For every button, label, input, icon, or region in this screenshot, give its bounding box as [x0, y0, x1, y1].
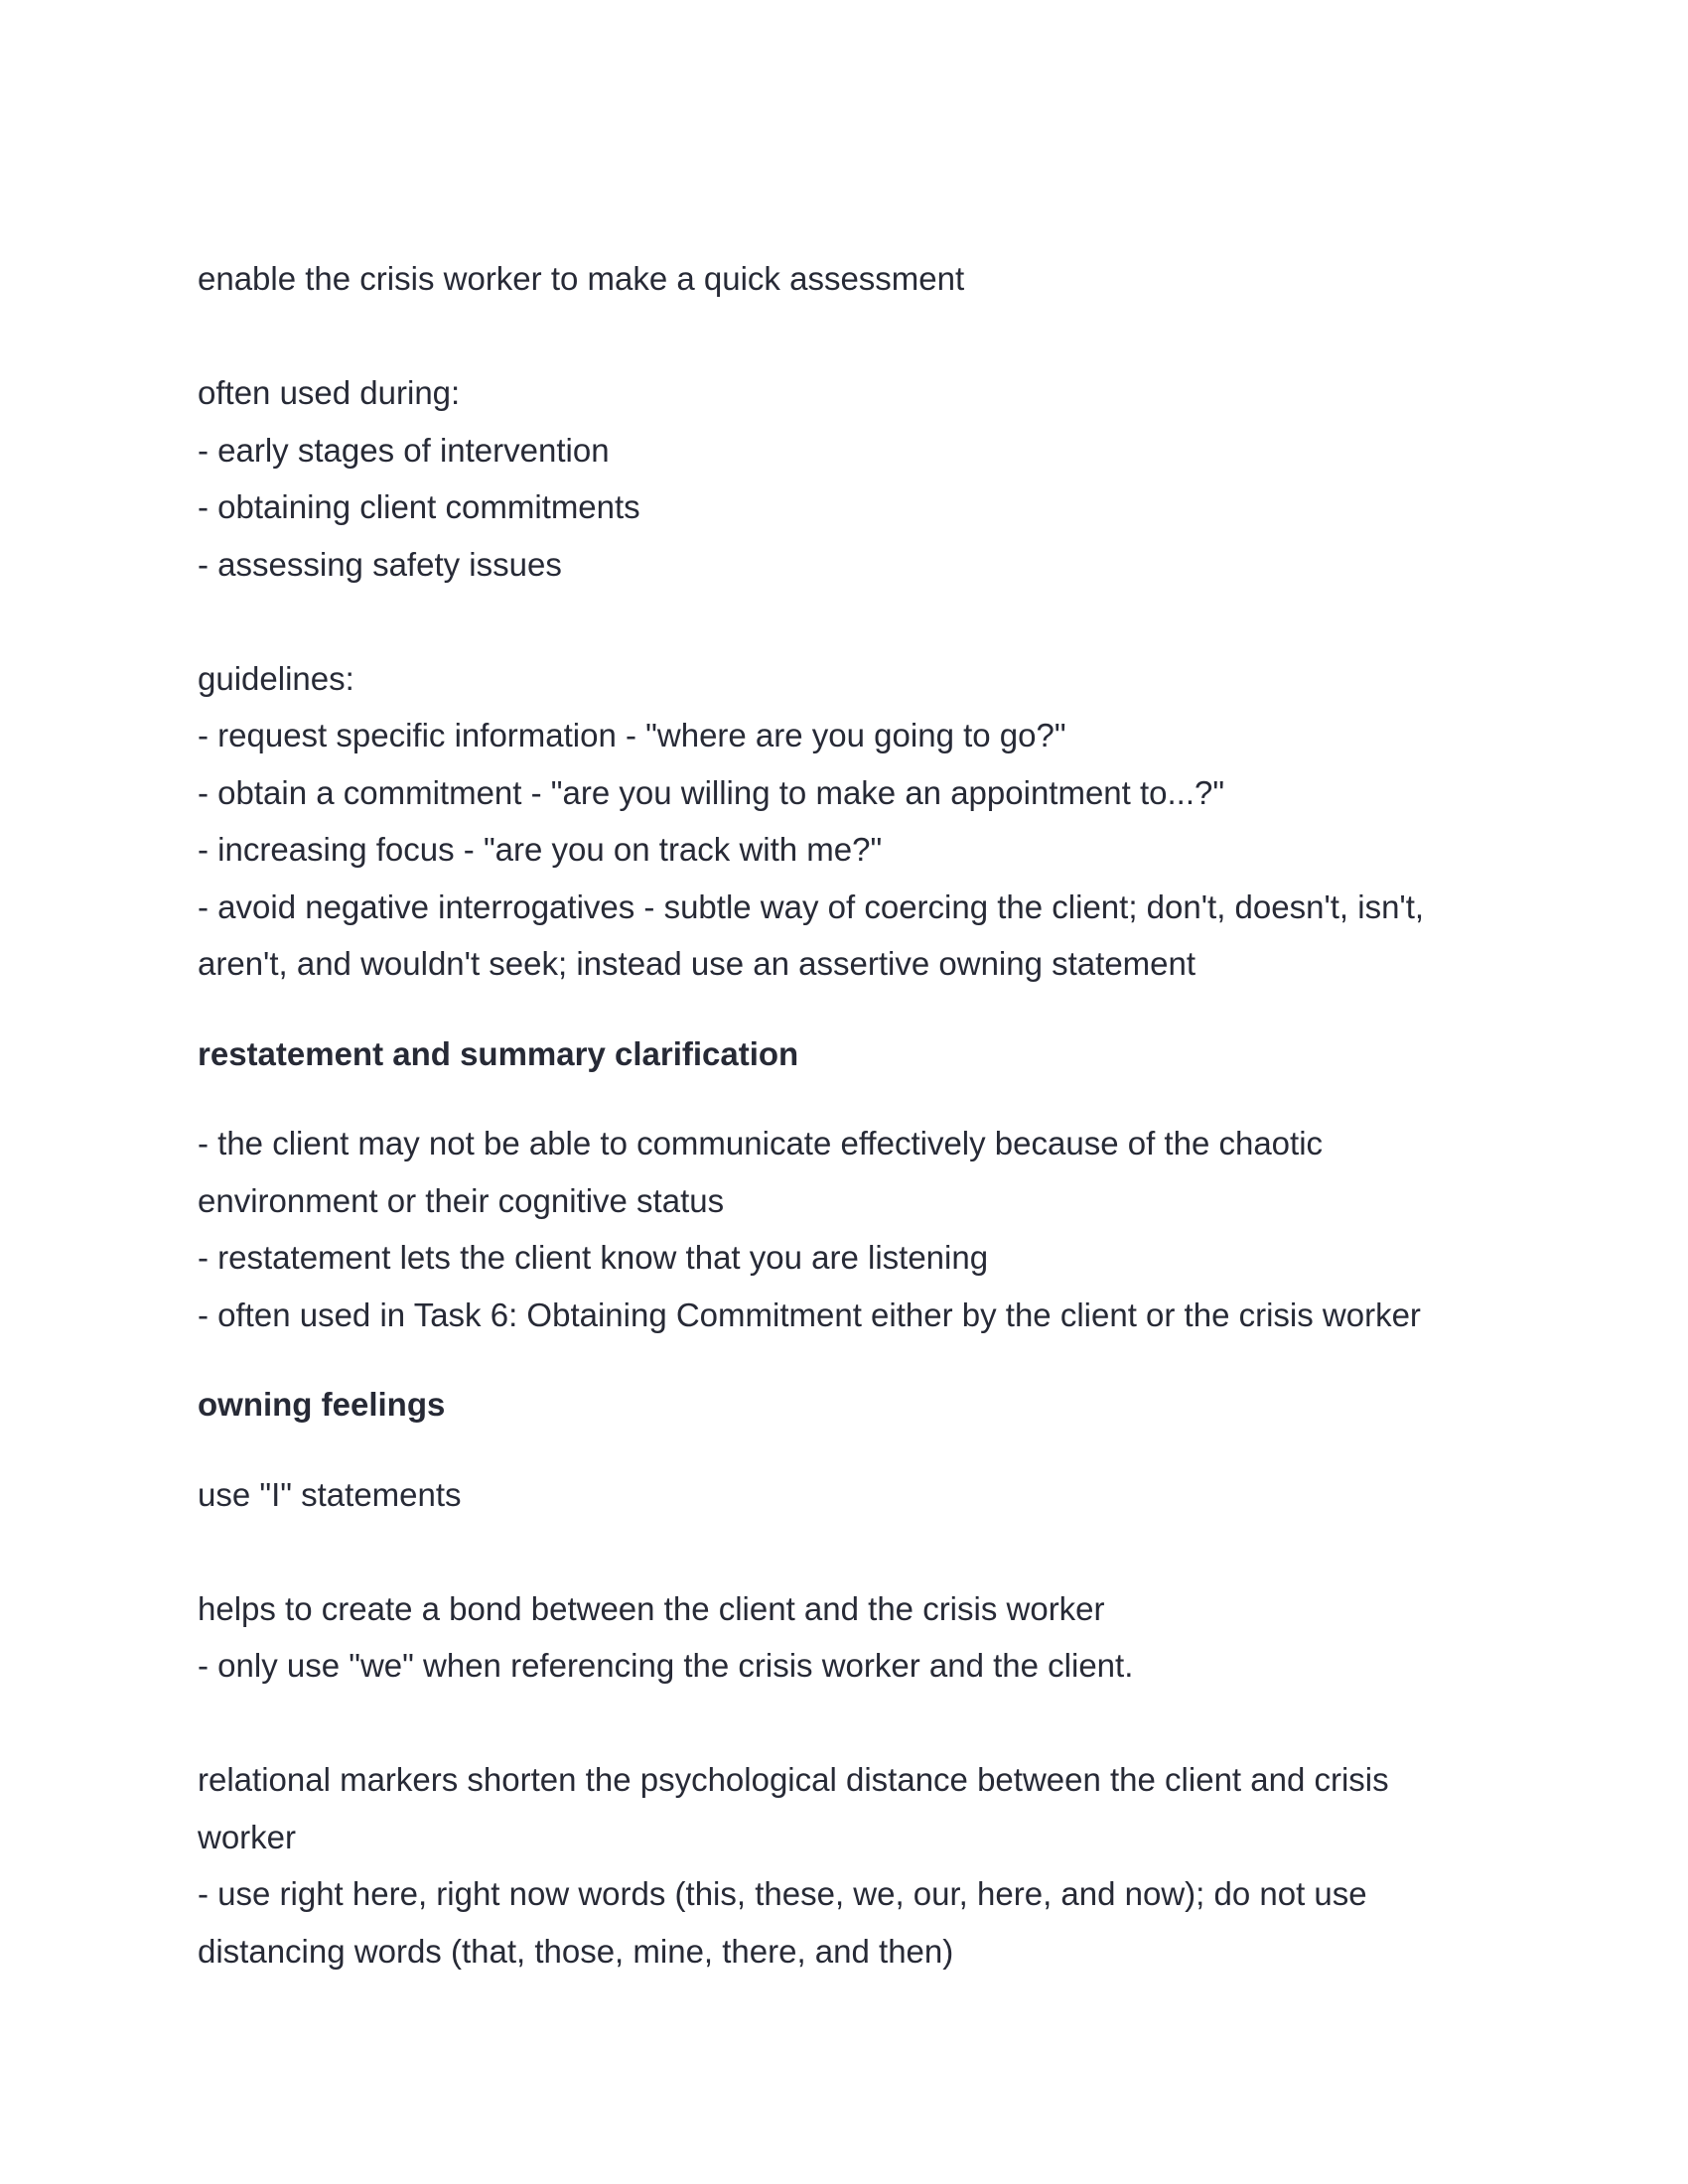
guidelines-label: guidelines:: [198, 659, 354, 697]
list-item: - request specific information - "where are you going to go?": [198, 717, 1066, 753]
paragraph-line: relational markers shorten the psychological distance between the client and crisis: [198, 1761, 1389, 1798]
list-item: - only use "we" when referencing the crisis worker and the client.: [198, 1647, 1134, 1684]
list-item-continuation: distancing words (that, those, mine, there, and then): [198, 1932, 954, 1970]
list-item-continuation: aren't, and wouldn't seek; instead use an assertive owning statement: [198, 945, 1196, 982]
list-item: - assessing safety issues: [198, 545, 562, 583]
list-item: - obtaining client commitments: [198, 488, 640, 525]
list-item: - increasing focus - "are you on track with me?": [198, 831, 883, 868]
blank-line: [198, 308, 1488, 365]
paragraph-line: helps to create a bond between the client and the crisis worker: [198, 1589, 1105, 1627]
list-item: - obtain a commitment - "are you willing to make an appointment to...?": [198, 773, 1225, 811]
paragraph-line-continuation: worker: [198, 1818, 297, 1855]
section-heading-owning-feelings: owning feelings: [198, 1386, 446, 1423]
list-item: - early stages of intervention: [198, 431, 610, 469]
blank-line: [198, 593, 1488, 650]
list-item: - use right here, right now words (this, these, we, our, here, and now); do not use: [198, 1875, 1367, 1912]
list-item-continuation: environment or their cognitive status: [198, 1181, 725, 1219]
blank-line: [198, 1523, 1488, 1580]
section-heading-restatement: restatement and summary clarification: [198, 1034, 799, 1072]
blank-line: [198, 1695, 1488, 1752]
paragraph-line: use "I" statements: [198, 1475, 462, 1513]
list-item: - often used in Task 6: Obtaining Commitment either by the client or the crisis worker: [198, 1296, 1421, 1333]
owning-feelings-section: [198, 1466, 1488, 1980]
intro-section: [198, 250, 1488, 993]
restatement-section: [198, 1115, 1488, 1343]
intro-line: enable the crisis worker to make a quick assessment: [198, 260, 965, 297]
list-item: - avoid negative interrogatives - subtle way of coercing the client; don't, doesn't, isn't,: [198, 887, 1425, 925]
list-item: - the client may not be able to communicate effectively because of the chaotic: [198, 1125, 1324, 1161]
document-body: [198, 250, 1488, 1979]
list-item: - restatement lets the client know that you are listening: [198, 1239, 989, 1276]
often-used-label: often used during:: [198, 374, 461, 411]
